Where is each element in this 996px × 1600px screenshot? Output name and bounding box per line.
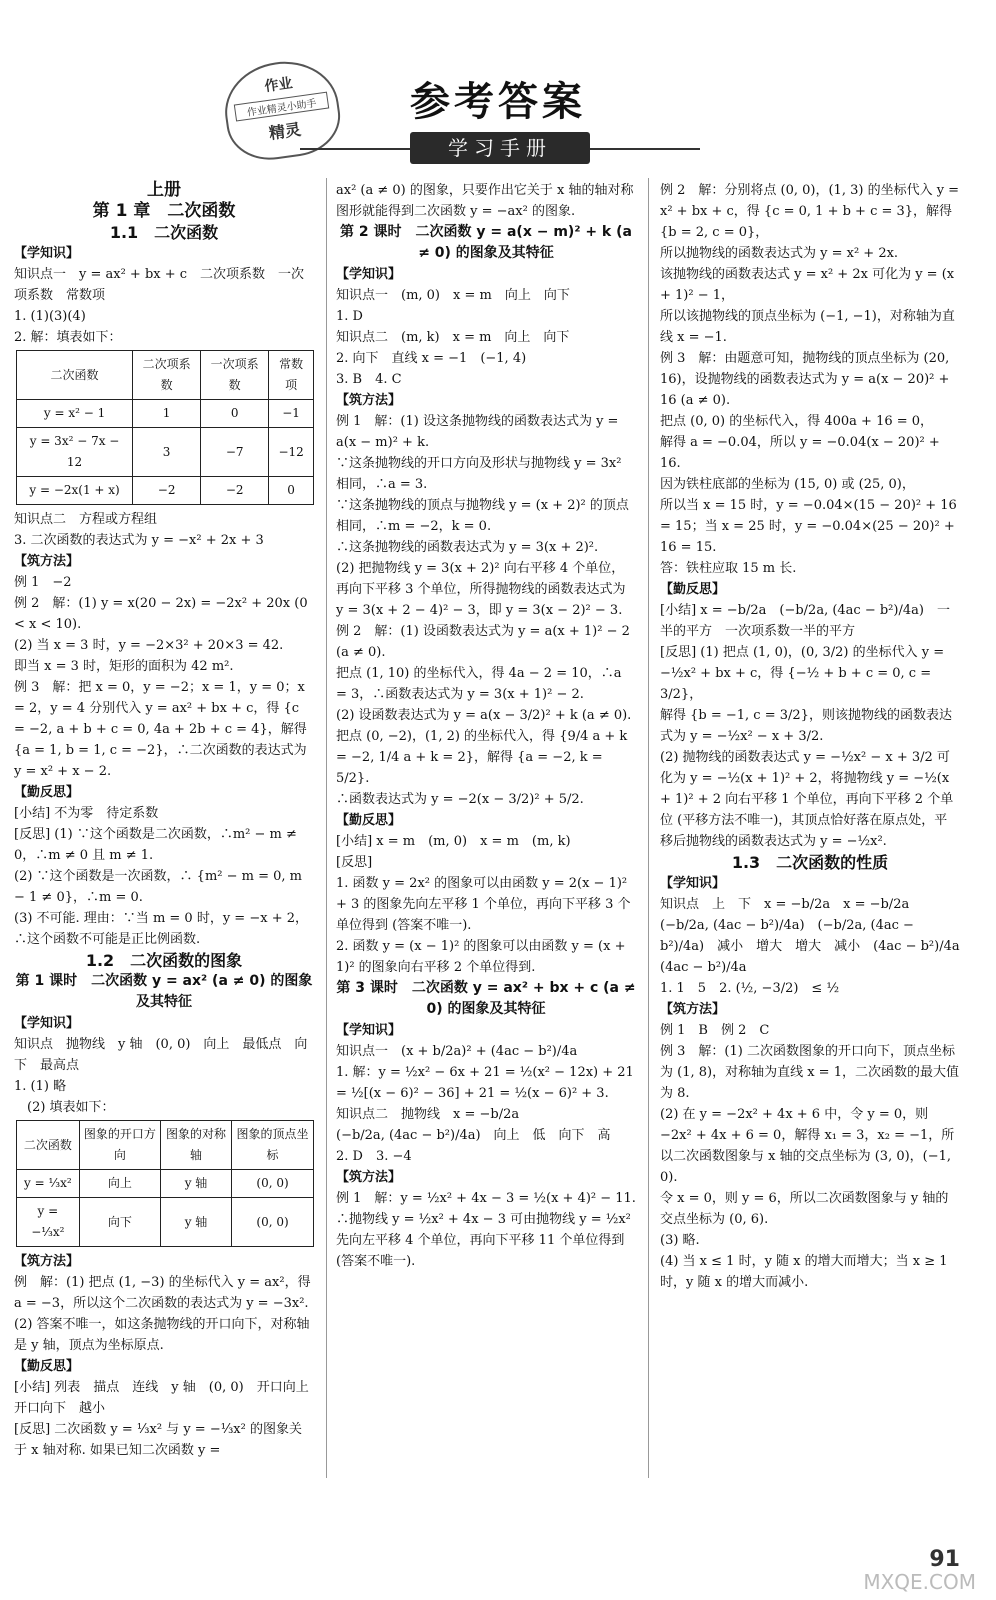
section-banner [300, 132, 700, 166]
subsection-tag: 【筑方法】 [14, 554, 80, 569]
table-cell: y 轴 [160, 1170, 231, 1198]
answer-text: 知识点 抛物线 y 轴 (0, 0) 向上 最低点 向下 最高点 [14, 1037, 308, 1073]
subsection-tag: 【筑方法】 [660, 1002, 726, 1017]
table-cell: −2 [133, 477, 201, 505]
answer-text: 例 3 解：把 x = 0，y = −2；x = 1，y = 0；x = 2，y = 4 分别代入 y = ax² + bx + c，得 {c = −2, a + b + c = 0, 4a + 2b + c = 4}，解得 {a = 1, b = 1, c = −2}，∴二次函数的表达式为 y = x² + x − 2. [14, 680, 307, 779]
answer-text: 把点 (0, −2)，(1, 2) 的坐标代入，得 {9/4 a + k = −2, 1/4 a + k = 2}，解得 {a = −2, k = 5/2}. [336, 729, 628, 786]
answer-text: 因为铁柱底部的坐标为 (15, 0) 或 (25, 0)， [660, 477, 915, 492]
answer-text: 知识点一 (x + b/2a)² + (4ac − b²)/4a [336, 1044, 578, 1059]
answer-text: ∴这条抛物线的函数表达式为 y = 3(x + 2)². [336, 540, 599, 555]
answer-text: 1. 函数 y = 2x² 的图象可以由函数 y = 2(x − 1)² + 3 的图象先向左平移 1 个单位，再向下平移 3 个单位得到 (答案不唯一). [336, 876, 631, 933]
answer-text: 知识点二 (m, k) x = m 向上 向下 [336, 330, 570, 345]
answer-table [16, 350, 314, 505]
table-cell: 常数项 [269, 351, 314, 400]
section-heading: 第 3 课时 二次函数 y = ax² + bx + c (a ≠ 0) 的图象及其特征 [336, 980, 636, 1017]
answer-text: ∵这条抛物线的顶点与抛物线 y = (x + 2)² 的顶点相同，∴m = −2，k = 0. [336, 498, 629, 534]
table-row [17, 400, 314, 428]
answer-text: [反思] 二次函数 y = ⅓x² 与 y = −⅓x² 的图象关于 x 轴对称. 如果已知二次函数 y = [14, 1422, 302, 1458]
answer-text: [小结] x = m (m, 0) x = m (m, k) [336, 834, 571, 849]
answer-text: (−b/2a, (4ac − b²)/4a) 向上 低 向下 高 [336, 1128, 611, 1143]
answer-text: 知识点二 方程或方程组 [14, 512, 158, 527]
answer-text: 令 x = 0，则 y = 6，所以二次函数图象与 y 轴的交点坐标为 (0, 6). [660, 1191, 949, 1227]
logo-line1: 作业 [263, 75, 294, 96]
answer-text: 1. (1) 略 [14, 1079, 67, 1094]
table-cell: y 轴 [160, 1198, 231, 1247]
table-row [17, 477, 314, 505]
answer-text: (2) 填表如下： [14, 1100, 115, 1115]
subsection-tag: 【筑方法】 [336, 1170, 402, 1185]
answer-text: [反思] [336, 855, 373, 870]
subsection-tag: 【勤反思】 [14, 1359, 80, 1374]
section-heading: 1.1 二次函数 [109, 223, 219, 242]
answer-text: ax² (a ≠ 0) 的图象，只要作出它关于 x 轴的轴对称图形就能得到二次函数 y = −ax² 的图象. [336, 183, 634, 219]
subsection-tag: 【学知识】 [660, 876, 726, 891]
subsection-tag: 【学知识】 [336, 267, 402, 282]
answer-text: ∵这条抛物线的开口方向及形状与抛物线 y = 3x² 相同，∴a = 3. [336, 456, 622, 492]
table-row [17, 1198, 314, 1247]
answer-text: 例 1 解：(1) 设这条抛物线的函数表达式为 y = a(x − m)² + k. [336, 414, 619, 450]
table-cell: 图象的开口方向 [79, 1121, 160, 1170]
answer-text: [反思] (1) 把点 (1, 0)，(0, 3/2) 的坐标代入 y = −½x² + bx + c，得 {−½ + b + c = 0, c = 3/2}， [660, 645, 945, 702]
table-cell: (0, 0) [232, 1198, 314, 1247]
answer-text: 1. (1)(3)(4) [14, 309, 86, 324]
answer-text: 知识点 上 下 x = −b/2a x = −b/2a (−b/2a, (4ac − b²)/4a) (−b/2a, (4ac − b²)/4a) 减小 增大 增大 减小 (4ac − b²)/4a (4ac − b²)/4a [660, 897, 973, 975]
answer-text: 该抛物线的函数表达式 y = x² + 2x 可化为 y = (x + 1)² − 1， [660, 267, 955, 303]
answer-text: (2) 当 x = 3 时，y = −2×3² + 20×3 = 42. [14, 638, 284, 653]
answer-text: 2. D 3. −4 [336, 1149, 412, 1164]
table-cell: 二次函数 [17, 351, 133, 400]
answer-text: ∴抛物线 y = ½x² + 4x − 3 可由抛物线 y = ½x² 先向左平移 4 个单位，再向下平移 11 个单位得到 (答案不唯一). [336, 1212, 631, 1269]
table-cell: y = 3x² − 7x − 12 [17, 428, 133, 477]
answer-text: 例 2 解：(1) y = x(20 − 2x) = −2x² + 20x (0 < x < 10). [14, 596, 308, 632]
answer-text: 例 2 解：(1) 设函数表达式为 y = a(x + 1)² − 2 (a ≠ 0). [336, 624, 630, 660]
answer-text: 例 3 解：由题意可知，抛物线的顶点坐标为 (20, 16)，设抛物线的函数表达式为 y = a(x − 20)² + 16 (a ≠ 0). [660, 351, 950, 408]
answer-text: 解得 a = −0.04，所以 y = −0.04(x − 20)² + 16. [660, 435, 940, 471]
subsection-tag: 【勤反思】 [660, 582, 726, 597]
column-divider [648, 178, 649, 1478]
table-row [17, 428, 314, 477]
watermark: MXQE.COM [863, 1570, 976, 1594]
answer-text: (2) 在 y = −2x² + 4x + 6 中，令 y = 0，则 −2x² + 4x + 6 = 0，解得 x₁ = 3，x₂ = −1，所以二次函数图象与 x 轴的交点坐标为 (3, 0)，(−1, 0). [660, 1107, 955, 1185]
answer-text: 例 解：(1) 把点 (1, −3) 的坐标代入 y = ax²，得 a = −3，所以这个二次函数的表达式为 y = −3x². [14, 1275, 311, 1311]
table-cell: y = −2x(1 + x) [17, 477, 133, 505]
logo-line2: 作业精灵小助手 [234, 92, 329, 122]
answer-text: (2) 答案不唯一，如这条抛物线的开口向下，对称轴是 y 轴，顶点为坐标原点. [14, 1317, 310, 1353]
table-row [17, 351, 314, 400]
banner-label: 学习手册 [410, 132, 590, 164]
page-number: 91 [929, 1547, 960, 1572]
answer-text: (2) 抛物线的函数表达式 y = −½x² − x + 3/2 可化为 y = −½(x + 1)² + 2，将抛物线 y = −½(x + 1)² + 2 向右平移 1 个单位，再向下平移 2 个单位 (平移方法不唯一)，其顶点恰好落在原点处，平移后抛物线的函数表达式为 y = −½x². [660, 750, 954, 849]
subsection-tag: 【勤反思】 [14, 785, 80, 800]
answer-text: [小结] 不为零 待定系数 [14, 806, 159, 821]
logo-line3: 精灵 [267, 119, 303, 143]
subsection-tag: 【筑方法】 [14, 1254, 80, 1269]
answer-text: 知识点二 抛物线 x = −b/2a [336, 1107, 520, 1122]
answer-text: (4) 当 x ≤ 1 时，y 随 x 的增大而增大；当 x ≥ 1 时，y 随 x 的增大而减小. [660, 1254, 948, 1290]
footer [736, 1530, 996, 1600]
table-cell: 1 [133, 400, 201, 428]
subsection-tag: 【学知识】 [14, 246, 80, 261]
answer-text: 例 1 B 例 2 C [660, 1023, 770, 1038]
answer-text: 把点 (0, 0) 的坐标代入，得 400a + 16 = 0， [660, 414, 934, 429]
table-cell: 向下 [79, 1198, 160, 1247]
section-heading: 1.3 二次函数的性质 [731, 853, 889, 872]
answer-text: 把点 (1, 10) 的坐标代入，得 4a − 2 = 10，∴a = 3，∴函数表达式为 y = 3(x + 1)² − 2. [336, 666, 622, 702]
table-cell: y = −⅓x² [17, 1198, 80, 1247]
table-cell: −1 [269, 400, 314, 428]
answer-text: 3. B 4. C [336, 372, 402, 387]
column-middle [336, 180, 636, 1272]
table-cell: (0, 0) [232, 1170, 314, 1198]
answer-text: (2) ∵这个函数是一次函数，∴ {m² − m = 0, m − 1 ≠ 0}，∴m = 0. [14, 869, 302, 905]
subsection-tag: 【学知识】 [336, 1023, 402, 1038]
answer-text: (2) 把抛物线 y = 3(x + 2)² 向右平移 4 个单位，再向下平移 3 个单位，所得抛物线的函数表达式为 y = 3(x + 2 − 4)² − 3，即 y = 3(x − 2)² − 3. [336, 561, 626, 618]
table-cell: 图象的对称轴 [160, 1121, 231, 1170]
answer-text: (3) 不可能. 理由：∵当 m = 0 时，y = −x + 2，∴这个函数不可能是正比例函数. [14, 911, 308, 947]
table-row [17, 1121, 314, 1170]
table-cell: 0 [201, 400, 269, 428]
table-cell: 图象的顶点坐标 [232, 1121, 314, 1170]
table-cell: 二次函数 [17, 1121, 80, 1170]
table-cell: −12 [269, 428, 314, 477]
answer-text: ∴函数表达式为 y = −2(x − 3/2)² + 5/2. [336, 792, 584, 807]
subsection-tag: 【勤反思】 [336, 813, 402, 828]
answer-text: [小结] 列表 描点 连线 y 轴 (0, 0) 开口向上 开口向下 越小 [14, 1380, 322, 1416]
answer-text: 1. D [336, 309, 363, 324]
answer-text: [小结] x = −b/2a (−b/2a, (4ac − b²)/4a) 一半的平方 一次项系数一半的平方 [660, 603, 950, 639]
answer-text: [反思] (1) ∵这个函数是二次函数，∴m² − m ≠ 0，∴m ≠ 0 且 m ≠ 1. [14, 827, 297, 863]
column-left [14, 180, 322, 1461]
section-heading: 第 2 课时 二次函数 y = a(x − m)² + k (a ≠ 0) 的图象及其特征 [340, 224, 632, 261]
table-cell: 0 [269, 477, 314, 505]
answer-text: 1. 解：y = ½x² − 6x + 21 = ½(x² − 12x) + 21 = ½[(x − 6)² − 36] + 21 = ½(x − 6)² + 3. [336, 1065, 634, 1101]
subsection-tag: 【学知识】 [14, 1016, 80, 1031]
subsection-tag: 【筑方法】 [336, 393, 402, 408]
answer-text: 解得 {b = −1, c = 3/2}，则该抛物线的函数表达式为 y = −½x² − x + 3/2. [660, 708, 952, 744]
table-cell: 向上 [79, 1170, 160, 1198]
answer-text: 3. 二次函数的表达式为 y = −x² + 2x + 3 [14, 533, 264, 548]
section-heading: 第 1 课时 二次函数 y = ax² (a ≠ 0) 的图象及其特征 [15, 973, 313, 1010]
section-heading: 1.2 二次函数的图象 [85, 951, 243, 970]
table-row [17, 1170, 314, 1198]
table-cell: y = x² − 1 [17, 400, 133, 428]
section-heading: 上册 [147, 180, 181, 200]
answer-text: 例 1 解：y = ½x² + 4x − 3 = ½(x + 4)² − 11. [336, 1191, 636, 1206]
table-cell: 3 [133, 428, 201, 477]
answer-text: 2. 向下 直线 x = −1 (−1, 4) [336, 351, 527, 366]
answer-text: 所以当 x = 15 时，y = −0.04×(15 − 20)² + 16 = 15；当 x = 25 时，y = −0.04×(25 − 20)² + 16 = 15. [660, 498, 957, 555]
table-cell: −2 [201, 477, 269, 505]
column-divider [326, 178, 327, 1478]
answer-text: (2) 设函数表达式为 y = a(x − 3/2)² + k (a ≠ 0). [336, 708, 632, 723]
table-cell: y = ⅓x² [17, 1170, 80, 1198]
answer-text: 例 1 −2 [14, 575, 72, 590]
answer-text: 答：铁柱应取 15 m 长. [660, 561, 797, 576]
answer-text: 知识点一 y = ax² + bx + c 二次项系数 一次项系数 常数项 [14, 267, 305, 303]
answer-text: 知识点一 (m, 0) x = m 向上 向下 [336, 288, 570, 303]
answer-text: 2. 解：填表如下： [14, 330, 122, 345]
column-right [660, 180, 973, 1293]
table-cell: 二次项系数 [133, 351, 201, 400]
table-cell: −7 [201, 428, 269, 477]
answer-text: 例 3 解：(1) 二次函数图象的开口向下，顶点坐标为 (1, 8)，对称轴为直线 x = 1，二次函数的最大值为 8. [660, 1044, 959, 1101]
answer-text: 1. 1 5 2. (½, −3/2) ≤ ½ [660, 981, 840, 996]
answer-text: 所以该抛物线的顶点坐标为 (−1, −1)，对称轴为直线 x = −1. [660, 309, 955, 345]
answer-text: 例 2 解：分别将点 (0, 0)，(1, 3) 的坐标代入 y = x² + bx + c，得 {c = 0, 1 + b + c = 3}，解得 {b = 2, c = 0}， [660, 183, 960, 240]
page-title: 参考答案 [410, 79, 586, 125]
table-cell: 一次项系数 [201, 351, 269, 400]
answer-text: (3) 略. [660, 1233, 700, 1248]
answer-text: 所以抛物线的函数表达式为 y = x² + 2x. [660, 246, 899, 261]
section-heading: 第 1 章 二次函数 [92, 201, 236, 221]
answer-text: 即当 x = 3 时，矩形的面积为 42 m². [14, 659, 234, 674]
answer-table [16, 1120, 314, 1247]
answer-text: 2. 函数 y = (x − 1)² 的图象可以由函数 y = (x + 1)² 的图象向右平移 2 个单位得到. [336, 939, 626, 975]
